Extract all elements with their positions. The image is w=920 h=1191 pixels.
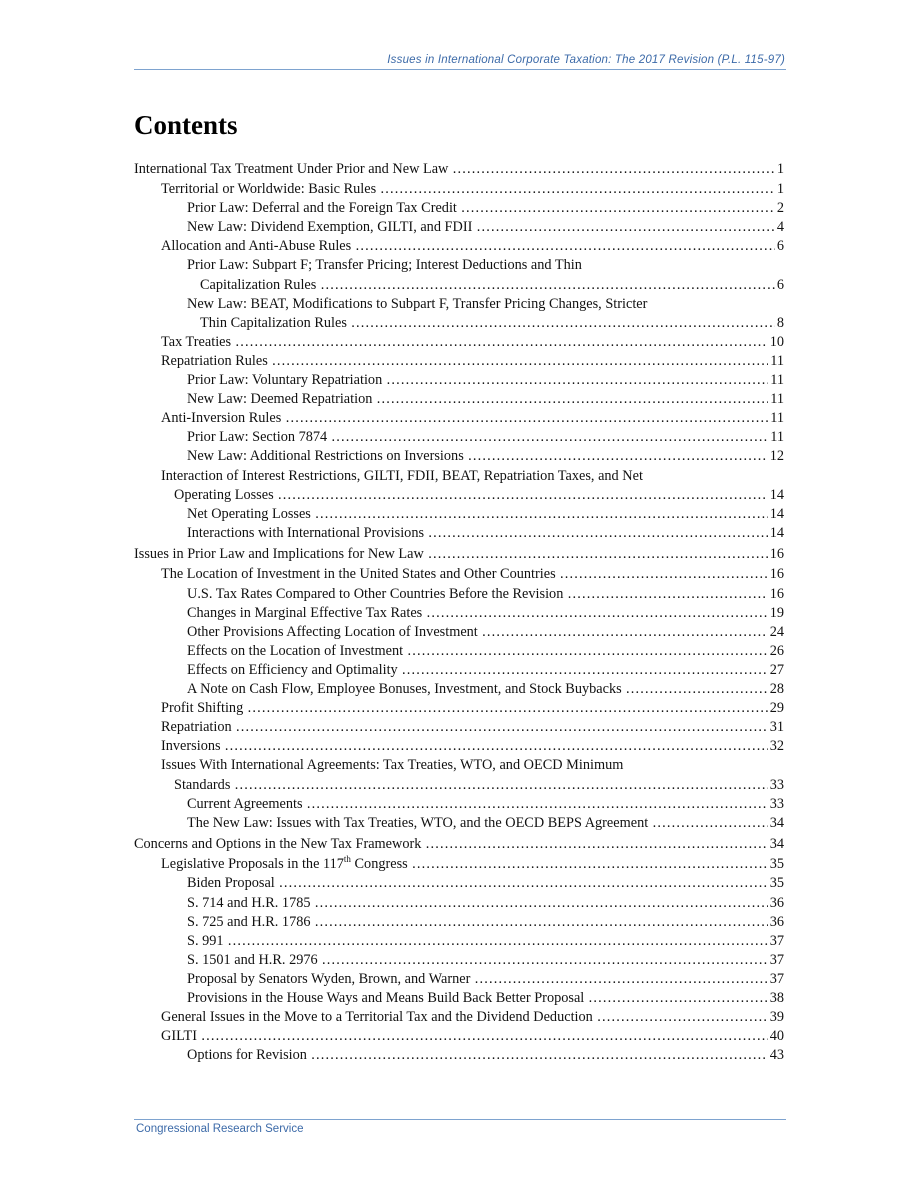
toc-entry-title: Provisions in the House Ways and Means Build Back Better Proposal xyxy=(187,990,585,1007)
toc-entry[interactable] xyxy=(134,1008,784,1027)
toc-entry[interactable] xyxy=(134,524,784,543)
toc-entry[interactable] xyxy=(134,680,784,699)
toc-entry[interactable] xyxy=(134,1027,784,1046)
toc-page-number: 24 xyxy=(768,623,784,642)
toc-entry-title: Net Operating Losses xyxy=(187,505,311,522)
toc-entry-title-continued: Standards xyxy=(174,776,231,793)
toc-entry-title: Prior Law: Section 7874 xyxy=(187,429,328,446)
footer-rule xyxy=(134,1119,786,1120)
toc-page-number: 34 xyxy=(768,835,784,854)
toc-entry-title: Issues With International Agreements: Tax Treaties, WTO, and OECD Minimum xyxy=(161,757,624,774)
toc-entry-title: Anti-Inversion Rules xyxy=(161,410,282,427)
toc-page-number: 14 xyxy=(768,505,784,524)
toc-entry[interactable] xyxy=(134,352,784,371)
toc-entry-title: Current Agreements xyxy=(187,795,303,812)
toc-page-number: 2 xyxy=(775,199,784,218)
toc-page-number: 6 xyxy=(775,237,784,256)
toc-page-number: 4 xyxy=(775,218,784,237)
toc-page-number: 1 xyxy=(775,160,784,179)
toc-page-number: 38 xyxy=(768,989,784,1008)
toc-page-number: 8 xyxy=(775,314,784,333)
toc-entry[interactable] xyxy=(134,505,784,524)
toc-entry[interactable] xyxy=(134,428,784,447)
toc-page-number: 11 xyxy=(768,390,784,409)
toc-entry-title: General Issues in the Move to a Territorial Tax and the Dividend Deduction xyxy=(161,1009,593,1026)
toc-entry[interactable] xyxy=(134,699,784,718)
toc-entry-title-continued: Thin Capitalization Rules xyxy=(200,314,347,331)
toc-entry[interactable] xyxy=(134,642,784,661)
toc-entry-title: U.S. Tax Rates Compared to Other Countries Before the Revision xyxy=(187,585,564,602)
toc-entry-title: Prior Law: Subpart F; Transfer Pricing; Interest Deductions and Thin xyxy=(187,257,582,274)
toc-entry[interactable] xyxy=(134,855,784,874)
toc-entry[interactable] xyxy=(134,545,784,564)
toc-page-number: 35 xyxy=(768,855,784,874)
toc-entry-title: S. 1501 and H.R. 2976 xyxy=(187,951,318,968)
toc-page-number: 10 xyxy=(768,333,784,352)
page-title: Contents xyxy=(134,110,238,140)
toc-entry[interactable] xyxy=(134,371,784,390)
toc-entry-title: International Tax Treatment Under Prior and New Law xyxy=(134,161,449,177)
toc-entry-title: Interaction of Interest Restrictions, GILTI, FDII, BEAT, Repatriation Taxes, and Net xyxy=(161,467,643,484)
toc-entry-title: Allocation and Anti-Abuse Rules xyxy=(161,238,352,255)
toc-page-number: 14 xyxy=(768,524,784,543)
toc-entry-title: New Law: Deemed Repatriation xyxy=(187,391,373,408)
toc-entry-title: Other Provisions Affecting Location of Investment xyxy=(187,623,478,640)
toc-page-number: 14 xyxy=(768,486,784,505)
toc-entry[interactable] xyxy=(134,199,784,218)
toc-page-number: 11 xyxy=(768,352,784,371)
toc-entry[interactable] xyxy=(134,180,784,199)
toc-entry[interactable] xyxy=(134,814,784,833)
header-rule xyxy=(134,69,786,70)
toc-entry-title: Territorial or Worldwide: Basic Rules xyxy=(161,181,377,198)
toc-entry-title: New Law: BEAT, Modifications to Subpart F, Transfer Pricing Changes, Stricter xyxy=(187,295,648,312)
toc-entry-title-rest: Congress xyxy=(350,856,408,873)
toc-page-number: 40 xyxy=(768,1027,784,1046)
toc-page-number: 26 xyxy=(768,642,784,661)
toc-entry-title: Issues in Prior Law and Implications for New Law xyxy=(134,546,424,563)
toc-entry[interactable] xyxy=(134,661,784,680)
toc-page-number: 43 xyxy=(768,1046,784,1065)
toc-entry[interactable] xyxy=(134,795,784,814)
toc-entry-title: Prior Law: Voluntary Repatriation xyxy=(187,372,383,389)
toc-entry-title: Tax Treaties xyxy=(161,333,232,350)
toc-entry-title: S. 714 and H.R. 1785 xyxy=(187,894,311,911)
toc-page-number: 32 xyxy=(768,737,784,756)
toc-entry[interactable] xyxy=(134,894,784,913)
toc-entry-title: Effects on the Location of Investment xyxy=(187,642,404,659)
toc-page-number: 11 xyxy=(768,409,784,428)
toc-entry-title: Prior Law: Deferral and the Foreign Tax Credit xyxy=(187,200,457,217)
toc-entry-title: Legislative Proposals in the 117 xyxy=(161,856,344,873)
toc-page-number: 35 xyxy=(768,874,784,893)
toc-page-number: 19 xyxy=(768,604,784,623)
toc-page-number: 16 xyxy=(768,545,784,564)
toc-entry[interactable] xyxy=(134,718,784,737)
toc-entry-title: Biden Proposal xyxy=(187,875,275,892)
toc-entry-title: The Location of Investment in the United States and Other Countries xyxy=(161,566,556,583)
toc-entry-title: Changes in Marginal Effective Tax Rates xyxy=(187,604,423,621)
toc-entry[interactable] xyxy=(134,585,784,604)
toc-entry[interactable] xyxy=(134,737,784,756)
toc-entry[interactable] xyxy=(134,989,784,1008)
toc-entry-title: GILTI xyxy=(161,1028,198,1045)
toc-page-number: 16 xyxy=(768,565,784,584)
toc-entry-title-continued: Operating Losses xyxy=(174,486,274,503)
toc-entry[interactable] xyxy=(134,604,784,623)
toc-page-number: 27 xyxy=(768,661,784,680)
toc-page-number: 29 xyxy=(768,699,784,718)
toc-page-number: 36 xyxy=(768,894,784,913)
toc-page-number: 11 xyxy=(768,371,784,390)
toc-entry[interactable] xyxy=(134,218,784,237)
toc-page-number: 34 xyxy=(768,814,784,833)
toc-entry-title: Effects on Efficiency and Optimality xyxy=(187,661,398,678)
toc-entry-title: Concerns and Options in the New Tax Framework xyxy=(134,836,422,853)
ordinal-suffix: th xyxy=(343,855,351,865)
toc-entry[interactable] xyxy=(134,447,784,466)
toc-entry-title: Interactions with International Provisions xyxy=(187,524,425,541)
toc-entry[interactable] xyxy=(134,467,784,505)
toc-entry-title: S. 725 and H.R. 1786 xyxy=(187,913,311,930)
toc-page-number: 12 xyxy=(768,447,784,466)
toc-page-number: 39 xyxy=(768,1008,784,1027)
toc-entry[interactable] xyxy=(134,913,784,932)
toc-page-number: 31 xyxy=(768,718,784,737)
toc-entry-title: The New Law: Issues with Tax Treaties, WTO, and the OECD BEPS Agreement xyxy=(187,814,649,831)
toc-entry[interactable] xyxy=(134,565,784,584)
toc-entry[interactable] xyxy=(134,333,784,352)
toc-entry[interactable] xyxy=(134,409,784,428)
toc-entry[interactable] xyxy=(134,970,784,989)
toc-page-number: 33 xyxy=(768,776,784,795)
toc-entry[interactable] xyxy=(134,623,784,642)
toc-entry[interactable] xyxy=(134,951,784,970)
toc-page-number: 16 xyxy=(768,585,784,604)
toc-entry-title: New Law: Additional Restrictions on Inversions xyxy=(187,448,464,465)
toc-entry[interactable] xyxy=(134,1046,784,1065)
toc-page-number: 33 xyxy=(768,795,784,814)
toc-entry[interactable] xyxy=(134,256,784,294)
running-header: Issues in International Corporate Taxation: The 2017 Revision (P.L. 115-97) xyxy=(387,54,785,66)
toc-page-number: 36 xyxy=(768,913,784,932)
toc-entry[interactable] xyxy=(134,237,784,256)
table-of-contents xyxy=(134,160,784,1065)
toc-entry-title: A Note on Cash Flow, Employee Bonuses, Investment, and Stock Buybacks xyxy=(187,681,622,698)
toc-entry[interactable] xyxy=(134,390,784,409)
toc-page-number: 6 xyxy=(775,276,784,295)
toc-entry-title: Repatriation xyxy=(161,719,232,736)
toc-entry-title: Inversions xyxy=(161,738,221,755)
toc-entry-title: Repatriation Rules xyxy=(161,352,268,369)
toc-page-number: 11 xyxy=(768,428,784,447)
toc-entry[interactable] xyxy=(134,874,784,893)
toc-page-number: 37 xyxy=(768,932,784,951)
toc-entry[interactable] xyxy=(134,295,784,333)
toc-entry-title: Options for Revision xyxy=(187,1047,307,1064)
toc-entry-title: Profit Shifting xyxy=(161,700,244,717)
toc-entry[interactable] xyxy=(134,756,784,794)
toc-entry[interactable] xyxy=(134,160,784,179)
toc-page-number: 37 xyxy=(768,951,784,970)
toc-entry-title: New Law: Dividend Exemption, GILTI, and FDII xyxy=(187,219,473,236)
toc-entry[interactable] xyxy=(134,932,784,951)
toc-page-number: 37 xyxy=(768,970,784,989)
toc-entry-title: S. 991 xyxy=(187,932,224,949)
running-footer: Congressional Research Service xyxy=(136,1123,304,1135)
toc-page-number: 28 xyxy=(768,680,784,699)
toc-entry[interactable] xyxy=(134,835,784,854)
toc-entry-title-continued: Capitalization Rules xyxy=(200,276,317,293)
toc-page-number: 1 xyxy=(775,180,784,199)
toc-entry-title: Proposal by Senators Wyden, Brown, and Warner xyxy=(187,970,471,987)
